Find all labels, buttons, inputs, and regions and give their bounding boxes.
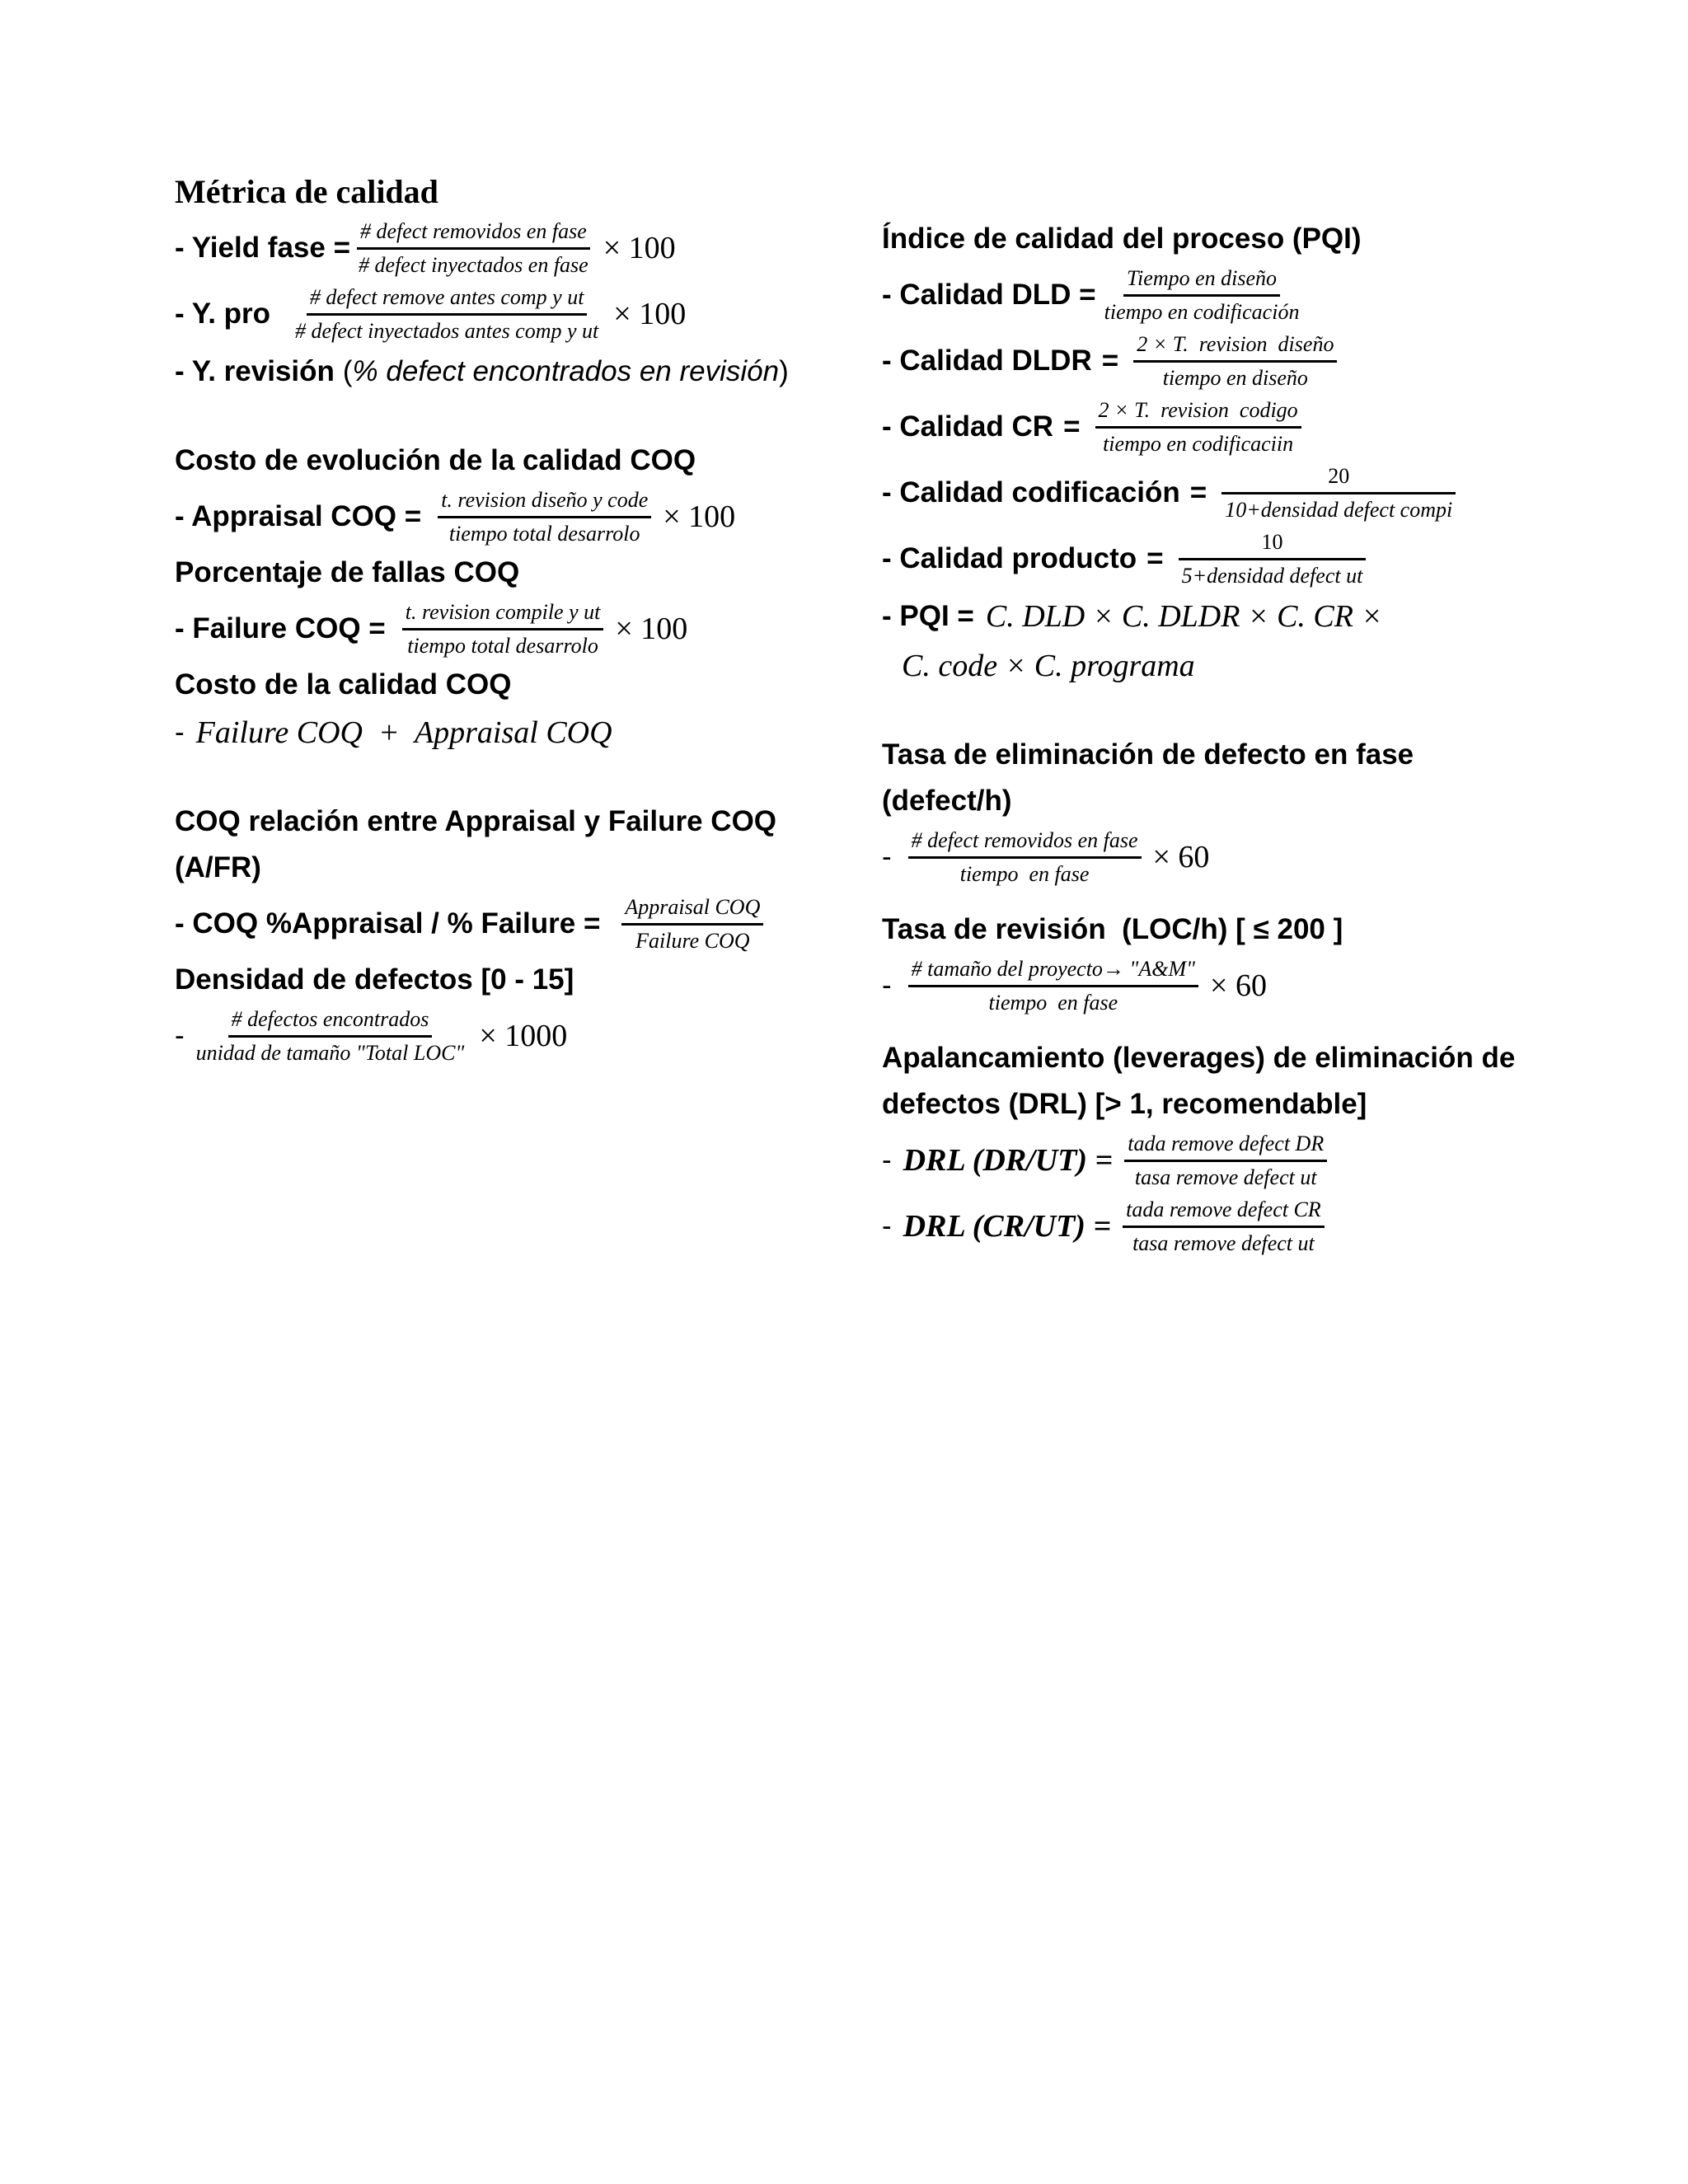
pqi-heading: Índice de calidad del proceso (PQI) [882, 223, 1362, 255]
tasa-elim-dash: - [882, 841, 892, 873]
drl-heading: Apalancamiento (leverages) de eliminación de defectos (DRL) [> 1, recomendable] [882, 1042, 1516, 1120]
densidad-num: # defectos encontrados [228, 1004, 433, 1038]
failure-coq-fraction [402, 597, 604, 662]
calidad-codificacion-eq: = [1189, 476, 1207, 509]
relacion-num: Appraisal COQ [621, 892, 763, 926]
tasa-rev-den: tiempo en fase [988, 990, 1118, 1015]
pqi-label: - PQI = [882, 600, 974, 632]
calidad-cr-label: - Calidad CR [882, 410, 1054, 443]
y-revision-open: ( [342, 355, 353, 387]
costo-heading: Costo de la calidad COQ [175, 668, 512, 701]
densidad-heading: Densidad de defectos [0 - 15] [175, 963, 574, 996]
densidad-dash: - [175, 1019, 185, 1052]
tasa-elim-mult: × 60 [1152, 840, 1210, 874]
failure-coq-den: tiempo total desarrolo [407, 633, 598, 658]
y-pro-den: # defect inyectados antes comp y ut [295, 318, 599, 343]
tasa-rev-mult: × 60 [1210, 968, 1267, 1003]
calidad-dldr-num: 2 × T. revision diseño [1133, 329, 1337, 363]
left-column [175, 169, 859, 1069]
calidad-codificacion-formula [882, 460, 1541, 526]
calidad-producto-fraction [1179, 527, 1367, 592]
tasa-elim-fraction [908, 825, 1142, 890]
drl-cr-lhs: DRL (CR/UT) = [903, 1209, 1112, 1244]
calidad-dld-num: Tiempo en diseño [1123, 263, 1280, 297]
densidad-fraction [193, 1004, 468, 1069]
calidad-dld-fraction [1101, 263, 1303, 328]
drl-dr-fraction [1124, 1128, 1327, 1193]
calidad-codificacion-den: 10+densidad defect compi [1225, 497, 1453, 522]
densidad-den: unidad de tamaño "Total LOC" [195, 1040, 465, 1065]
y-revision-close: ) [779, 355, 789, 387]
appraisal-coq-formula [175, 484, 859, 550]
yield-fase-mult: × 100 [603, 231, 676, 265]
pqi-formula-line1 [882, 592, 1541, 641]
y-revision-label: - Y. revisión [175, 355, 335, 387]
densidad-formula [175, 1003, 859, 1069]
costo-expr: Failure COQ + Appraisal COQ [195, 715, 612, 750]
calidad-codificacion-fraction [1221, 461, 1456, 526]
pqi-expr1: C. DLD × C. DLDR × C. CR × [985, 599, 1383, 634]
pqi-expr2: C. code × C. programa [902, 649, 1195, 683]
y-pro-formula [175, 281, 859, 347]
calidad-dld-formula [882, 262, 1541, 328]
calidad-cr-fraction [1095, 395, 1301, 460]
yield-fase-fraction [355, 216, 592, 281]
y-revision-text: % defect encontrados en revisión [352, 355, 780, 387]
drl-cr-den: tasa remove defect ut [1132, 1230, 1315, 1255]
calidad-codificacion-num: 20 [1221, 461, 1456, 494]
y-pro-mult: × 100 [613, 297, 687, 331]
yield-fase-formula [175, 215, 859, 281]
pqi-formula-line2 [882, 641, 1541, 691]
calidad-cr-num: 2 × T. revision codigo [1095, 395, 1301, 429]
relacion-den: Failure COQ [635, 928, 750, 953]
tasa-rev-num: # tamaño del proyecto→ "A&M" [908, 954, 1198, 987]
calidad-producto-formula [882, 526, 1541, 592]
tasa-elim-heading: Tasa de eliminación de defecto en fase (defect/h) [882, 738, 1414, 817]
appraisal-coq-label: - Appraisal COQ = [175, 500, 422, 532]
tasa-rev-formula [882, 953, 1541, 1019]
calidad-producto-label: - Calidad producto [882, 542, 1137, 574]
calidad-codificacion-label: - Calidad codificación [882, 476, 1180, 509]
appraisal-coq-den: tiempo total desarrolo [448, 521, 640, 546]
appraisal-coq-fraction [438, 485, 651, 550]
tasa-rev-heading: Tasa de revisión (LOC/h) [ ≤ 200 ] [882, 913, 1343, 945]
tasa-elim-formula [882, 824, 1541, 890]
costo-dash: - [175, 716, 185, 748]
drl-dr-dash: - [882, 1144, 892, 1176]
calidad-dldr-formula [882, 328, 1541, 394]
yield-fase-num: # defect removidos en fase [357, 216, 590, 250]
yield-fase-den: # defect inyectados en fase [359, 252, 588, 277]
appraisal-coq-num: t. revision diseño y code [438, 485, 651, 518]
fallas-heading: Porcentaje de fallas COQ [175, 556, 520, 588]
calidad-producto-eq: = [1146, 542, 1164, 574]
drl-dr-formula [882, 1127, 1541, 1193]
tasa-rev-fraction [908, 954, 1198, 1019]
tasa-elim-den: tiempo en fase [959, 861, 1090, 886]
failure-coq-formula [175, 596, 859, 662]
drl-cr-dash: - [882, 1210, 892, 1242]
calidad-cr-eq: = [1063, 410, 1081, 443]
relacion-fraction [621, 892, 763, 957]
relacion-formula [175, 891, 859, 957]
densidad-mult: × 1000 [479, 1019, 568, 1053]
y-revision-line [175, 347, 859, 396]
calidad-dldr-den: tiempo en diseño [1162, 365, 1308, 390]
drl-cr-fraction [1123, 1194, 1325, 1259]
calidad-dldr-eq: = [1101, 344, 1119, 377]
tasa-elim-num: # defect removidos en fase [908, 825, 1142, 859]
drl-dr-num: tada remove defect DR [1124, 1128, 1327, 1162]
drl-dr-lhs: DRL (DR/UT) = [903, 1143, 1114, 1178]
calidad-dldr-label: - Calidad DLDR [882, 344, 1092, 377]
calidad-producto-num: 10 [1179, 527, 1367, 560]
y-pro-label: - Y. pro [175, 298, 271, 330]
calidad-cr-den: tiempo en codificaciin [1103, 431, 1294, 456]
failure-coq-mult: × 100 [615, 612, 688, 646]
right-column [882, 216, 1541, 1259]
y-pro-fraction [292, 282, 602, 347]
yield-fase-label: - Yield fase = [175, 232, 351, 264]
tasa-rev-dash: - [882, 969, 892, 1001]
calidad-producto-den: 5+densidad defect ut [1181, 563, 1363, 588]
coq-evolucion-heading: Costo de evolución de la calidad COQ [175, 444, 696, 476]
failure-coq-label: - Failure COQ = [175, 612, 386, 644]
metrica-title: Métrica de calidad [175, 173, 438, 210]
calidad-dldr-fraction [1133, 329, 1337, 394]
drl-dr-den: tasa remove defect ut [1134, 1165, 1317, 1189]
calidad-dld-den: tiempo en codificación [1104, 299, 1300, 324]
calidad-cr-formula [882, 394, 1541, 460]
failure-coq-num: t. revision compile y ut [402, 597, 604, 630]
relacion-label: - COQ %Appraisal / % Failure = [175, 907, 601, 940]
calidad-dld-label: - Calidad DLD = [882, 279, 1096, 311]
costo-formula [175, 708, 859, 757]
relacion-heading: COQ relación entre Appraisal y Failure COQ (A/FR) [175, 805, 777, 883]
y-pro-num: # defect remove antes comp y ut [307, 282, 588, 316]
drl-cr-formula [882, 1193, 1541, 1259]
drl-cr-num: tada remove defect CR [1123, 1194, 1325, 1228]
appraisal-coq-mult: × 100 [663, 499, 736, 534]
